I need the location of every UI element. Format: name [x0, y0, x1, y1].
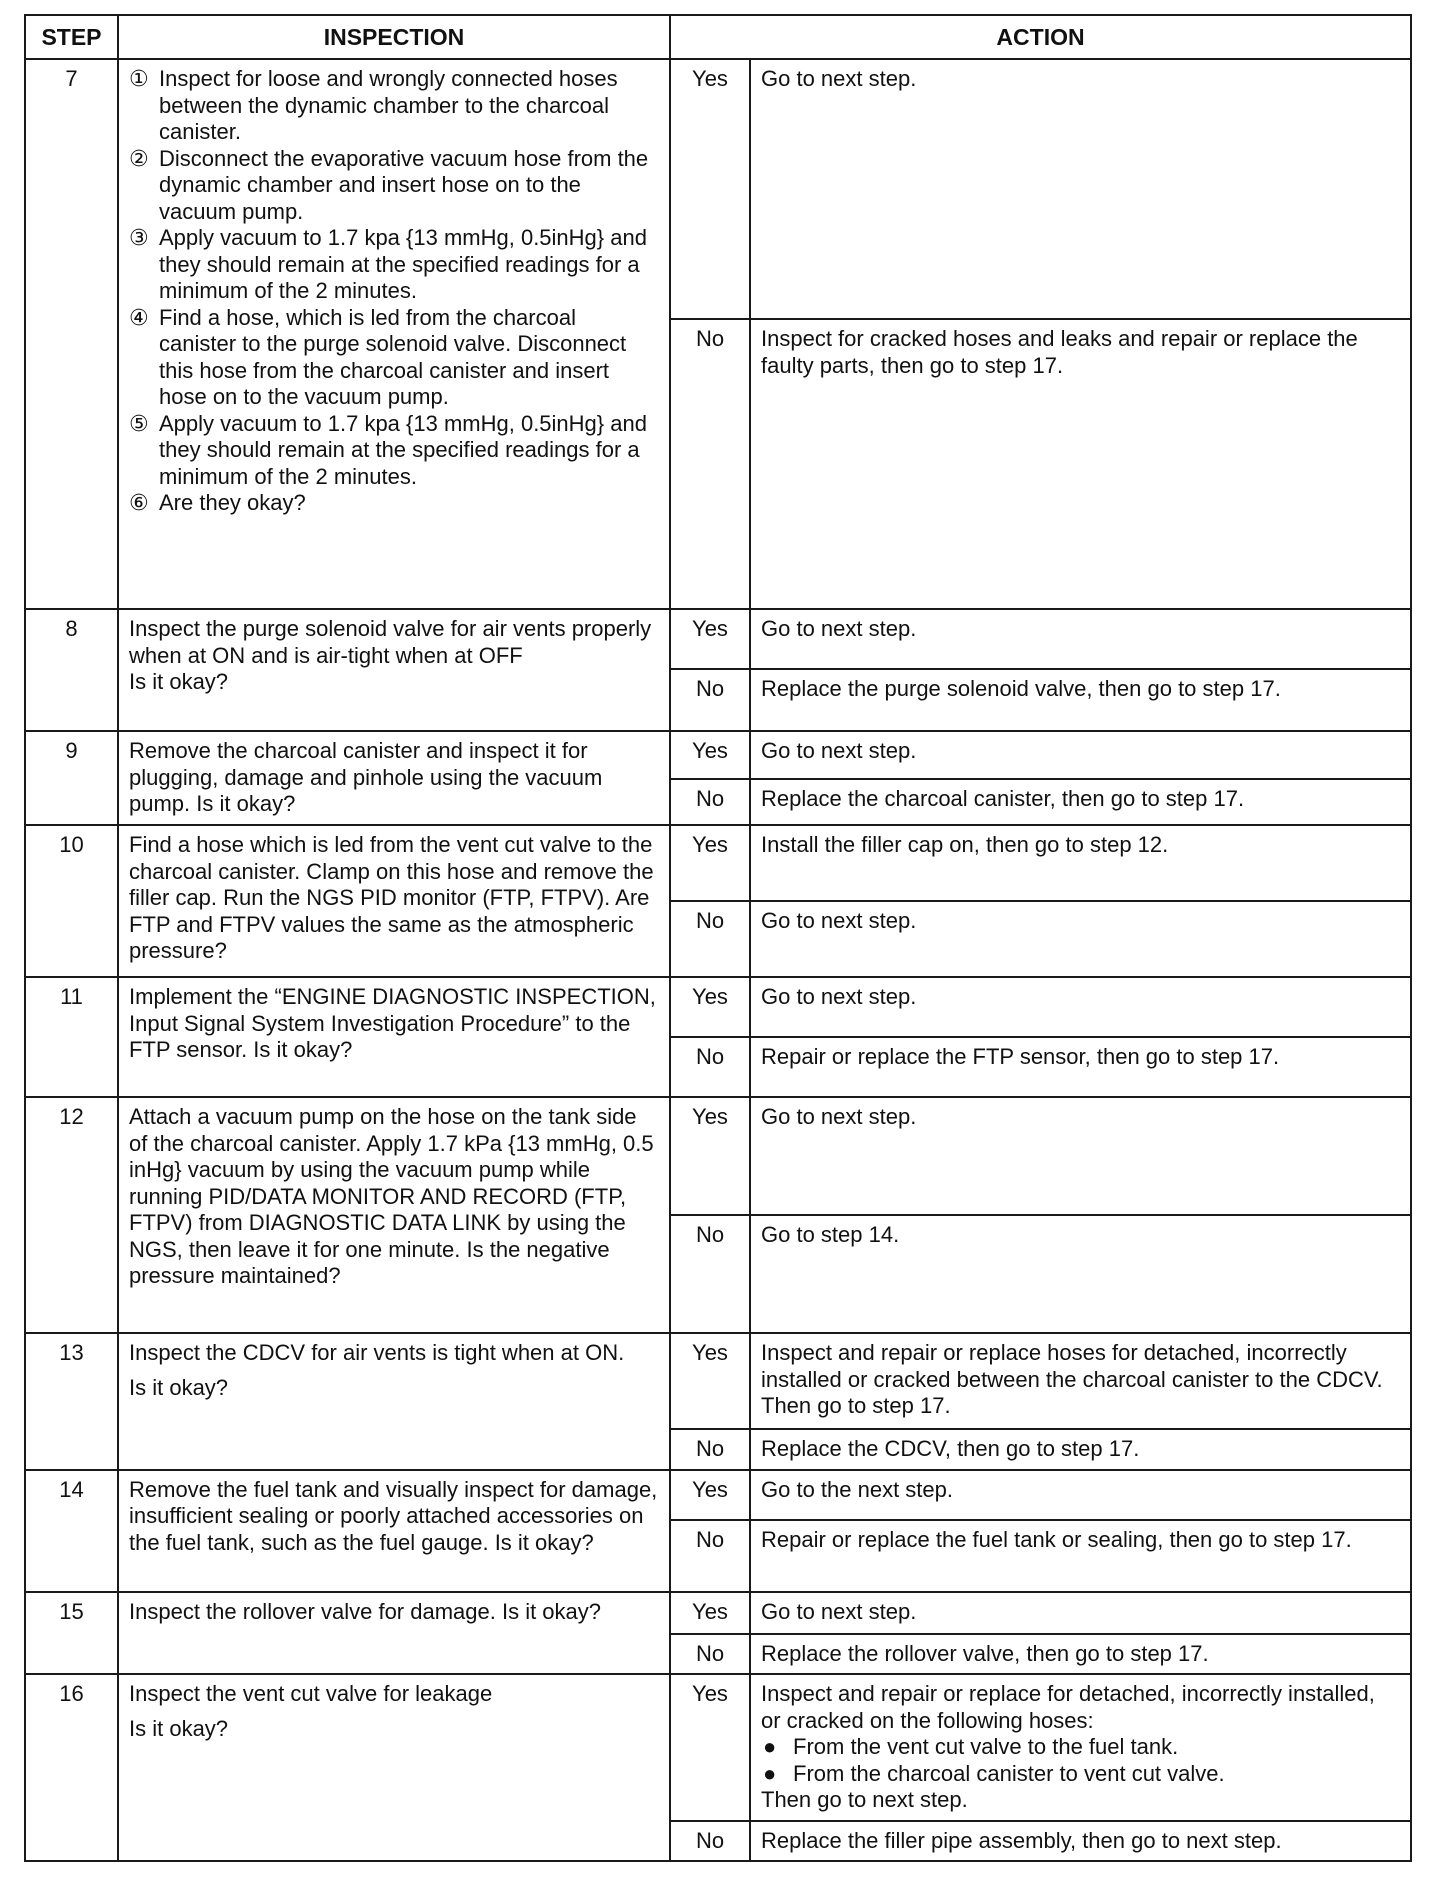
- yes-label: Yes: [670, 1097, 750, 1215]
- step-number: 15: [25, 1592, 118, 1675]
- no-label: No: [670, 901, 750, 977]
- inspection-cell: [118, 1333, 670, 1470]
- substep-text: Inspect for loose and wrongly connected hoses between the dynamic chamber to the charcoal canister.: [159, 66, 618, 144]
- no-action: Go to step 14.: [750, 1215, 1411, 1333]
- step-number: 12: [25, 1097, 118, 1333]
- bullet-item: [761, 1734, 1400, 1761]
- inspection-cell: Inspect the rollover valve for damage. Is it okay?: [118, 1592, 670, 1675]
- substep-number: ④: [129, 304, 149, 330]
- no-label: No: [670, 1520, 750, 1592]
- no-label: No: [670, 669, 750, 731]
- bullet-item: [761, 1761, 1400, 1788]
- yes-label: Yes: [670, 825, 750, 901]
- step-number: 7: [25, 59, 118, 609]
- no-label: No: [670, 319, 750, 609]
- substep-number: ⑥: [129, 490, 149, 515]
- no-action: Go to next step.: [750, 901, 1411, 977]
- substep-text: Find a hose, which is led from the charcoal canister to the purge solenoid valve. Disconnect this hose from the charcoal canister and insert hose on to the vacuum pump.: [159, 304, 627, 409]
- no-action: Inspect for cracked hoses and leaks and repair or replace the faulty parts, then go to step 17.: [750, 319, 1411, 609]
- inspection-cell: Attach a vacuum pump on the hose on the tank side of the charcoal canister. Apply 1.7 kPa {13 mmHg, 0.5 inHg} vacuum by using the vacuum pump while running PID/DATA MONITOR AND RECORD (FTP, FTPV) from DIAGNOSTIC DATA LINK by using the NGS, then leave it for one minute. Is the negative pressure maintained?: [118, 1097, 670, 1333]
- inspection-cell: [118, 59, 670, 609]
- yes-action: Go to next step.: [750, 1592, 1411, 1634]
- table-row: [25, 731, 1411, 779]
- no-action: Repair or replace the FTP sensor, then go to step 17.: [750, 1037, 1411, 1097]
- inspection-question: Is it okay?: [129, 1374, 229, 1400]
- table-row: [25, 1333, 1411, 1429]
- inspection-cell: Find a hose which is led from the vent cut valve to the charcoal canister. Clamp on this hose and remove the filler cap. Run the NGS PID monitor (FTP, FTPV). Are FTP and FTPV values the same as the atmospheric pressure?: [118, 825, 670, 977]
- yes-action: Go to next step.: [750, 59, 1411, 319]
- step-number: 16: [25, 1674, 118, 1861]
- troubleshooting-document: [24, 14, 1410, 1862]
- yes-action: Inspect and repair or replace hoses for detached, incorrectly installed or cracked between the charcoal canister to the CDCV. Then go to step 17.: [750, 1333, 1411, 1429]
- substep-number: ①: [129, 66, 149, 91]
- inspection-text: Inspect the CDCV for air vents is tight when at ON.: [129, 1340, 625, 1365]
- step-number: 10: [25, 825, 118, 977]
- no-action: Replace the CDCV, then go to step 17.: [750, 1429, 1411, 1470]
- yes-label: Yes: [670, 1333, 750, 1429]
- diagnostic-table: [24, 14, 1412, 1862]
- substep: [129, 411, 659, 491]
- substep-text: Are they okay?: [159, 490, 306, 515]
- inspection-question: Is it okay?: [129, 1715, 229, 1741]
- substep-text: Apply vacuum to 1.7 kpa {13 mmHg, 0.5inHg} and they should remain at the specified readings for a minimum of the 2 minutes.: [159, 225, 647, 303]
- inspection-cell: Remove the fuel tank and visually inspect for damage, insufficient sealing or poorly attached accessories on the fuel tank, such as the fuel gauge. Is it okay?: [118, 1470, 670, 1592]
- inspection-text: Inspect the purge solenoid valve for air vents properly when at ON and is air-tight when at OFF: [129, 616, 652, 668]
- no-action: Replace the rollover valve, then go to step 17.: [750, 1634, 1411, 1675]
- no-label: No: [670, 1429, 750, 1470]
- header-row: [25, 15, 1411, 59]
- substep-text: Apply vacuum to 1.7 kpa {13 mmHg, 0.5inHg} and they should remain at the specified readings for a minimum of the 2 minutes.: [159, 410, 647, 489]
- inspection-cell: Implement the “ENGINE DIAGNOSTIC INSPECTION, Input Signal System Investigation Procedure” to the FTP sensor. Is it okay?: [118, 977, 670, 1097]
- table-row: [25, 1674, 1411, 1821]
- yes-action: Go to next step.: [750, 731, 1411, 779]
- yes-label: Yes: [670, 59, 750, 319]
- yes-action-outro: Then go to next step.: [761, 1787, 968, 1812]
- yes-action: Go to the next step.: [750, 1470, 1411, 1520]
- table-row: [25, 1470, 1411, 1520]
- step-number: 13: [25, 1333, 118, 1470]
- bullet-icon: ●: [763, 1734, 777, 1759]
- header-step: STEP: [25, 15, 118, 59]
- yes-label: Yes: [670, 609, 750, 669]
- yes-label: Yes: [670, 1674, 750, 1821]
- substep: [129, 305, 659, 411]
- table-row: [25, 977, 1411, 1037]
- table-row: [25, 1097, 1411, 1215]
- substep-number: ⑤: [129, 410, 149, 436]
- bullet-icon: ●: [763, 1760, 777, 1786]
- yes-action: Install the filler cap on, then go to step 12.: [750, 825, 1411, 901]
- step-number: 11: [25, 977, 118, 1097]
- bullet-text: From the charcoal canister to vent cut valve.: [793, 1760, 1225, 1786]
- no-action: Replace the charcoal canister, then go to step 17.: [750, 779, 1411, 825]
- bullet-text: From the vent cut valve to the fuel tank.: [793, 1734, 1179, 1759]
- substep: [129, 225, 659, 305]
- substep: [129, 66, 659, 146]
- no-action: Repair or replace the fuel tank or sealing, then go to step 17.: [750, 1520, 1411, 1592]
- header-inspection: INSPECTION: [118, 15, 670, 59]
- step-number: 14: [25, 1470, 118, 1592]
- yes-action: Go to next step.: [750, 977, 1411, 1037]
- step-number: 8: [25, 609, 118, 731]
- table-row: [25, 609, 1411, 669]
- substep-number: ②: [129, 145, 149, 171]
- substep: [129, 490, 659, 517]
- inspection-cell: [118, 1674, 670, 1861]
- yes-action: [750, 1674, 1411, 1821]
- no-label: No: [670, 1821, 750, 1862]
- table-row: [25, 825, 1411, 901]
- no-action: Replace the purge solenoid valve, then go to step 17.: [750, 669, 1411, 731]
- no-label: No: [670, 779, 750, 825]
- no-label: No: [670, 1215, 750, 1333]
- no-label: No: [670, 1634, 750, 1675]
- yes-action: Go to next step.: [750, 609, 1411, 669]
- step-number: 9: [25, 731, 118, 825]
- table-row: [25, 59, 1411, 319]
- yes-action: Go to next step.: [750, 1097, 1411, 1215]
- yes-label: Yes: [670, 1592, 750, 1634]
- yes-label: Yes: [670, 731, 750, 779]
- yes-label: Yes: [670, 977, 750, 1037]
- no-action: Replace the filler pipe assembly, then go to next step.: [750, 1821, 1411, 1862]
- header-action: ACTION: [670, 15, 1411, 59]
- substep-text: Disconnect the evaporative vacuum hose from the dynamic chamber and insert hose on to the vacuum pump.: [159, 145, 649, 224]
- inspection-text: Inspect the vent cut valve for leakage: [129, 1681, 493, 1706]
- no-label: No: [670, 1037, 750, 1097]
- inspection-cell: [118, 609, 670, 731]
- yes-label: Yes: [670, 1470, 750, 1520]
- substep-number: ③: [129, 225, 149, 250]
- yes-action-intro: Inspect and repair or replace for detached, incorrectly installed, or cracked on the following hoses:: [761, 1681, 1375, 1733]
- inspection-cell: Remove the charcoal canister and inspect it for plugging, damage and pinhole using the vacuum pump. Is it okay?: [118, 731, 670, 825]
- substep: [129, 146, 659, 226]
- table-row: [25, 1592, 1411, 1634]
- inspection-question: Is it okay?: [129, 669, 229, 694]
